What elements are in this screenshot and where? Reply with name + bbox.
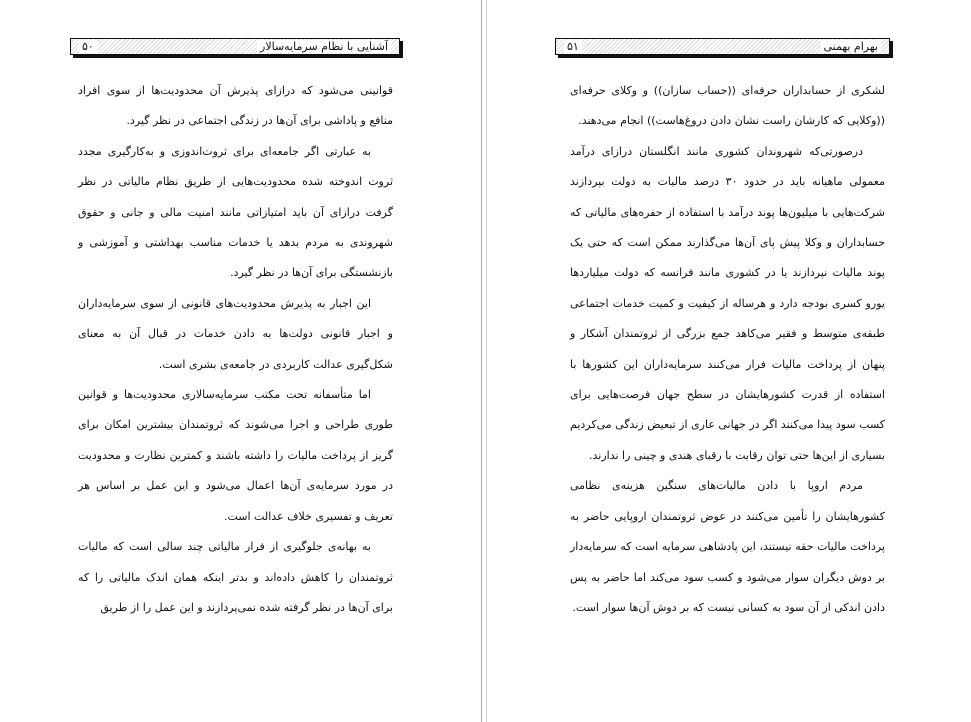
left-page-body: [78, 76, 393, 623]
paragraph: به عبارتی اگر جامعه‌ای برای ثروت‌اندوزی و به‌کارگیری مجدد ثروت اندوخته شده محدودیت‌هایی از طریق نظام مالیاتی در نظر گرفت درازای آن باید امتیازاتی مانند امنیت مالی و جانی و حقوق شهروندی به مردم بدهد یا خدمات مناسب بهداشتی و آموزشی و بازنشستگی برای آن‌ها در نظر گیرد.: [78, 144, 393, 280]
book-spine-line-2: [486, 0, 487, 722]
paragraph: لشکری از حسابداران حرفه‌ای ((حساب سازان)) و وکلای حرفه‌ای ((وکلایی که کارشان راست نشان دادن دروغ‌هاست)) انجام می‌دهند.: [570, 84, 885, 128]
page-number: ۵۱: [564, 40, 582, 53]
paragraph: این اجبار به پذیرش محدودیت‌های قانونی از سوی سرمایه‌داران و اجبار قانونی دولت‌ها به دادن خدمات در قبال آن به معنای شکل‌گیری عدالت کاربردی در جامعه‌ی بشری است.: [78, 296, 393, 371]
paragraph: به بهانه‌ی جلوگیری از فرار مالیاتی چند سالی است که مالیات ثروتمندان را کاهش داده‌اند و بدتر اینکه همان اندک مالیاتی را که برای آن‌ها در نظر گرفته شده نمی‌پردازند و این عمل را از طریق: [78, 540, 393, 614]
paragraph: اما متأسفانه تحت مکتب سرمایه‌سالاری محدودیت‌ها و قوانین طوری طراحی و اجرا می‌شوند که ثروتمندان بیشترین امکان برای گریز از پرداخت مالیات را داشته باشند و کمترین نظارت و محدودیت در مورد سرمایه‌ی آن‌ها اعمال می‌شود و این عمل بر اساس هر تعریف و تفسیری خلاف عدالت است.: [78, 388, 393, 523]
right-page-header: [555, 38, 890, 55]
book-spine-line: [481, 0, 482, 722]
paragraph: مردم اروپا با دادن مالیات‌های سنگین هزینه‌ی نظامی کشورهایشان را تأمین می‌کنند در عوض ثروتمندان اروپایی حاضر به پرداخت مالیات حقه نیستند، این پادشاهی سرمایه است که سرمایه‌دار بر دوش دیگران سوار می‌شود و کسب سود می‌کند اما حاضر به پس دادن اندکی از آن سود به کسانی نیست که بر دوش آن‌ها سوار است.: [570, 479, 885, 614]
left-page: [0, 0, 480, 722]
left-page-header: [70, 38, 400, 55]
running-title: بهرام بهمنی: [820, 40, 881, 53]
running-title: آشنایی با نظام سرمایه‌سالار: [257, 40, 391, 53]
page-number: ۵۰: [79, 40, 97, 53]
paragraph: قوانینی می‌شود که درازای پذیرش آن محدودیت‌ها از سوی افراد منافع و پاداشی برای آن‌ها در زندگی اجتماعی در نظر گیرد.: [78, 84, 393, 128]
right-page-body: [570, 76, 885, 623]
paragraph: درصورتی‌که شهروندان کشوری مانند انگلستان درازای درآمد معمولی ماهیانه باید در حدود ۳۰ درصد مالیات به دولت بپردازند شرکت‌هایی با میلیون‌ها پوند درآمد با استفاده از حفره‌های مالیاتی که حسابداران و وکلا پیش پای آن‌ها می‌گذارند ممکن است که حتی یک پوند مالیات نپردازند یا در کشوری مانند فرانسه که دولت میلیاردها یورو کسری بودجه دارد و هرساله از کیفیت و کمیت خدمات اجتماعی طبقه‌ی متوسط و فقیر می‌کاهد جمع بزرگی از ثروتمندان آشکار و پنهان از پرداخت مالیات فرار می‌کنند سرمایه‌داران این کشورها با استفاده از قدرت کشورهایشان در سطح جهان فرصت‌هایی برای کسب سود پیدا می‌کنند اگر در جهانی عاری از تبعیض زندگی می‌کردیم بسیاری از این‌ها حتی توان رقابت با رقبای هندی و چینی را ندارند.: [570, 144, 885, 462]
right-page: [490, 0, 971, 722]
